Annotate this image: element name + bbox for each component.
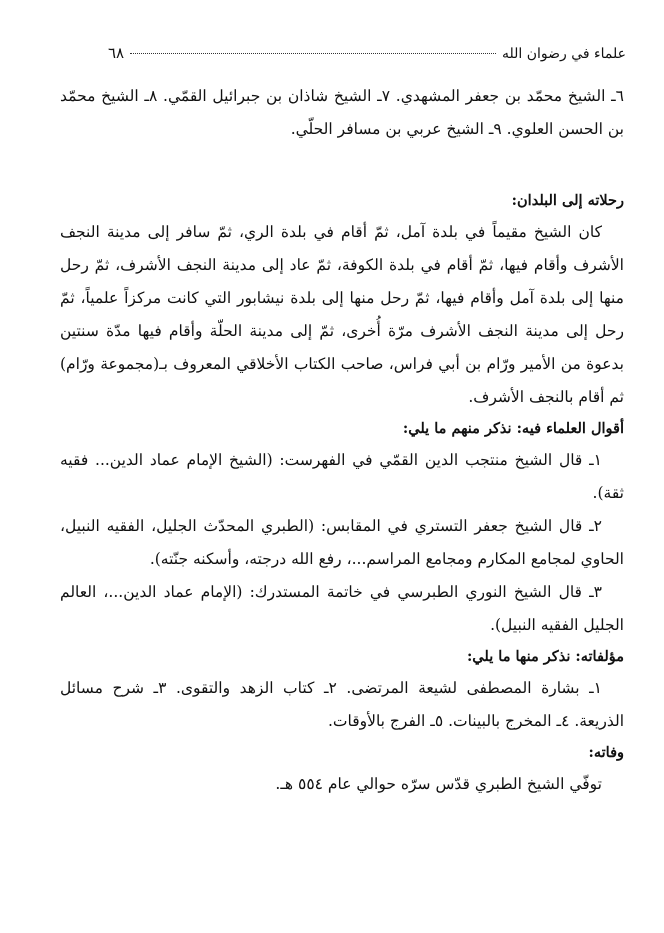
- death-heading: وفاته:: [588, 744, 624, 761]
- header-title: علماء في رضوان الله: [502, 46, 626, 62]
- works-heading: مؤلفاته: نذكر منها ما يلي:: [466, 648, 624, 665]
- opinion-item-3: ٣ـ قال الشيخ النوري الطبرسي في خاتمة المستدرك: (الإمام عماد الدين...، العالم الجليل الفقيه النبيل).: [60, 583, 624, 634]
- travels-heading: رحلاته إلى البلدان:: [511, 192, 624, 209]
- header-dotted-leader: [130, 53, 496, 54]
- page-body: [60, 80, 624, 801]
- page-number: ٦٨: [108, 44, 125, 62]
- travels-paragraph: كان الشيخ مقيماً في بلدة آمل، ثمّ أقام في بلدة الري، ثمّ سافر إلى مدينة النجف الأشرف وأقام فيها، ثمّ أقام في بلدة الكوفة، ثمّ عاد إلى مدينة النجف الأشرف، ثمّ رحل منها إلى بلدة آمل وأقام فيها، ثمّ رحل منها إلى بلدة نيشابور التي كانت مركزاً علمياً، ثمّ رحل إلى مدينة النجف الأشرف مرّة أُخرى، ثمّ إلى مدينة الحلّة وأقام فيها مدّة سنتين بدعوة من الأمير ورّام بن أبي فراس، صاحب الكتاب الأخلاقي المعروف بـ(مجموعة ورّام) ثم أقام بالنجف الأشرف.: [60, 223, 624, 406]
- running-header: [108, 44, 626, 66]
- opinions-heading: أقوال العلماء فيه: نذكر منهم ما يلي:: [402, 420, 624, 437]
- works-list: ١ـ بشارة المصطفى لشيعة المرتضى. ٢ـ كتاب الزهد والتقوى. ٣ـ شرح مسائل الذريعة. ٤ـ المخرج بالبينات. ٥ـ الفرج بالأوقات.: [60, 679, 624, 730]
- opinion-item-2: ٢ـ قال الشيخ جعفر التستري في المقابس: (الطبري المحدّث الجليل، الفقيه النبيل، الحاوي لمجامع المكارم ومجامع المراسم...، رفع الله درجته، وأسكنه جنّته).: [60, 517, 624, 568]
- section-spacer: [60, 146, 624, 186]
- death-paragraph: توفّي الشيخ الطبري قدّس سرّه حوالي عام ٥٥٤ هـ.: [275, 775, 602, 793]
- teachers-list-continuation: ٦ـ الشيخ محمّد بن جعفر المشهدي. ٧ـ الشيخ شاذان بن جبرائيل القمّي. ٨ـ الشيخ محمّد بن الحسن العلوي. ٩ـ الشيخ عربي بن مسافر الحلّي.: [60, 87, 624, 138]
- opinion-item-1: ١ـ قال الشيخ منتجب الدين القمّي في الفهرست: (الشيخ الإمام عماد الدين... فقيه ثقة).: [60, 451, 624, 502]
